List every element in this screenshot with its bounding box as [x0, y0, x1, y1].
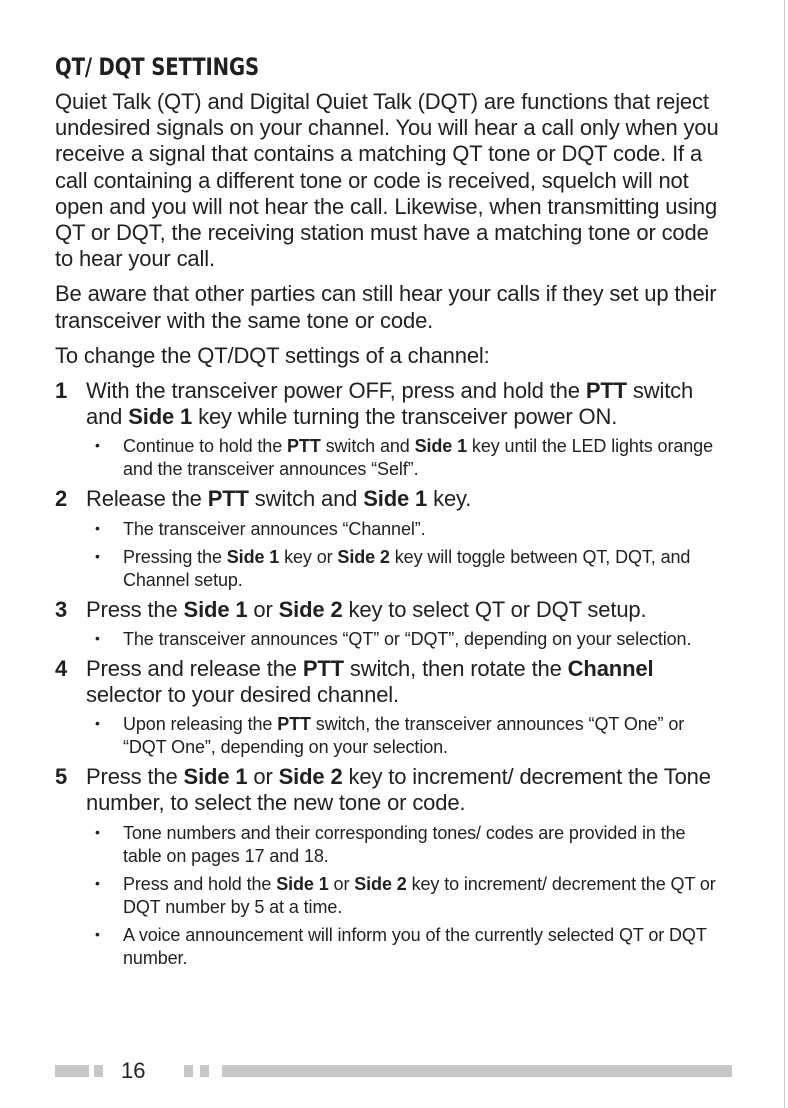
note-item — [86, 713, 725, 759]
bullet-icon: • — [95, 519, 100, 536]
page-edge — [784, 0, 785, 1108]
text-run: key will toggle between QT, DQT, and Channel setup. — [123, 546, 691, 590]
text-run: Be aware that other parties can still hear your calls if they set up their transceiver with the same tone or code. — [55, 281, 717, 333]
footer-bar-mid-2 — [200, 1065, 209, 1077]
bold-term: PTT — [302, 655, 344, 681]
text-run: The transceiver announces “QT” or “DQT”, depending on your selection. — [123, 628, 692, 649]
step-item — [55, 764, 725, 969]
step-notes — [86, 713, 725, 759]
text-run: Upon releasing the — [123, 714, 278, 735]
bold-term: Channel — [567, 655, 654, 681]
step-number: 5 — [55, 764, 68, 790]
text-run: key while turning the transceiver power ON. — [192, 404, 618, 430]
page-number: 16 — [121, 1058, 146, 1083]
bullet-icon: • — [95, 925, 100, 942]
text-run: switch, then rotate the — [343, 655, 568, 681]
bold-term: Side 1 — [183, 596, 248, 622]
bullet-icon: • — [95, 715, 100, 732]
note-item — [86, 518, 725, 541]
steps-list — [55, 378, 725, 970]
bullet-icon: • — [95, 629, 100, 646]
text-run: switch and — [86, 378, 694, 430]
bold-term: PTT — [585, 378, 627, 404]
note-item — [86, 628, 725, 651]
step-notes — [86, 822, 725, 970]
bullet-icon: • — [95, 547, 100, 564]
text-run: or — [328, 873, 355, 894]
note-item — [86, 924, 725, 970]
step-number: 1 — [55, 378, 68, 404]
step-text — [86, 378, 725, 430]
footer-bar-mid-1 — [184, 1065, 193, 1077]
bold-term: Side 1 — [183, 764, 248, 790]
bullet-icon: • — [95, 437, 100, 454]
page-content — [55, 53, 725, 975]
intro-paragraph — [55, 343, 725, 369]
bullet-icon: • — [95, 823, 100, 840]
text-run: key. — [427, 486, 472, 512]
bold-term: Side 1 — [414, 436, 468, 457]
footer-bar-left-small — [94, 1065, 103, 1077]
step-number: 2 — [55, 486, 68, 512]
bold-term: PTT — [287, 436, 321, 457]
step-number: 3 — [55, 596, 68, 622]
intro-paragraphs — [55, 89, 725, 369]
text-run: Tone numbers and their corresponding tones/ codes are provided in the table on pages 17 and 18. — [123, 822, 686, 866]
bold-term: Side 1 — [128, 404, 193, 430]
text-run: To change the QT/DQT settings of a channel: — [55, 342, 490, 368]
step-text — [86, 656, 725, 708]
text-run: With the transceiver power OFF, press and hold the — [86, 378, 586, 404]
step-text — [86, 486, 725, 512]
bold-term: Side 2 — [337, 546, 390, 567]
text-run: key to select QT or DQT setup. — [342, 596, 647, 622]
footer-bar-left — [55, 1065, 89, 1077]
text-run: Press and hold the — [123, 873, 277, 894]
text-run: Press and release the — [86, 655, 303, 681]
step-number: 4 — [55, 655, 68, 681]
step-notes — [86, 628, 725, 651]
text-run: A voice announcement will inform you of the currently selected QT or DQT number. — [123, 924, 707, 968]
bold-term: Side 2 — [354, 873, 407, 894]
note-item — [86, 873, 725, 919]
note-item — [86, 546, 725, 592]
bold-term: Side 1 — [276, 873, 329, 894]
text-run: or — [247, 764, 279, 790]
step-text — [86, 764, 725, 816]
step-item — [55, 597, 725, 651]
step-notes — [86, 435, 725, 481]
text-run: Press the — [86, 596, 184, 622]
section-title: QT/ DQT SETTINGS — [55, 53, 259, 81]
bold-term: PTT — [207, 486, 249, 512]
text-run: key or — [279, 546, 338, 567]
bold-term: PTT — [277, 714, 311, 735]
text-run: The transceiver announces “Channel”. — [123, 518, 426, 539]
step-notes — [86, 518, 725, 592]
text-run: switch, the transceiver announces “QT One” or “DQT One”, depending on your selection. — [123, 714, 685, 758]
page-footer — [55, 1058, 732, 1084]
intro-paragraph — [55, 281, 725, 333]
step-item — [55, 486, 725, 591]
text-run: or — [247, 596, 279, 622]
text-run: key until the LED lights orange and the transceiver announces “Self”. — [123, 436, 713, 480]
step-item — [55, 378, 725, 481]
text-run: Release the — [86, 486, 208, 512]
bullet-icon: • — [95, 874, 100, 891]
text-run: key to increment/ decrement the QT or DQT number by 5 at a time. — [123, 873, 716, 917]
text-run: Pressing the — [123, 546, 227, 567]
note-item — [86, 822, 725, 868]
text-run: Press the — [86, 764, 184, 790]
note-item — [86, 435, 725, 481]
text-run: Continue to hold the — [123, 436, 288, 457]
intro-paragraph — [55, 89, 725, 272]
bold-term: Side 2 — [278, 596, 343, 622]
bold-term: Side 1 — [226, 546, 280, 567]
bold-term: Side 1 — [363, 486, 428, 512]
text-run: switch and — [320, 436, 415, 457]
bold-term: Side 2 — [278, 764, 343, 790]
step-text — [86, 597, 725, 623]
step-item — [55, 656, 725, 759]
text-run: selector to your desired channel. — [86, 682, 400, 708]
text-run: switch and — [248, 486, 364, 512]
footer-bar-right — [222, 1065, 732, 1077]
text-run: Quiet Talk (QT) and Digital Quiet Talk (DQT) are functions that reject undesired signals on your channel. You will hear a call only when you receive a signal that contains a matching QT tone or DQT code. If a call containing a different tone or code is received, squelch will not open and you will not hear the call. Likewise, when transmitting using QT or DQT, the receiving station must have a matching tone or code to hear your call. — [55, 89, 719, 272]
text-run: key to increment/ decrement the Tone number, to select the new tone or code. — [86, 764, 711, 816]
